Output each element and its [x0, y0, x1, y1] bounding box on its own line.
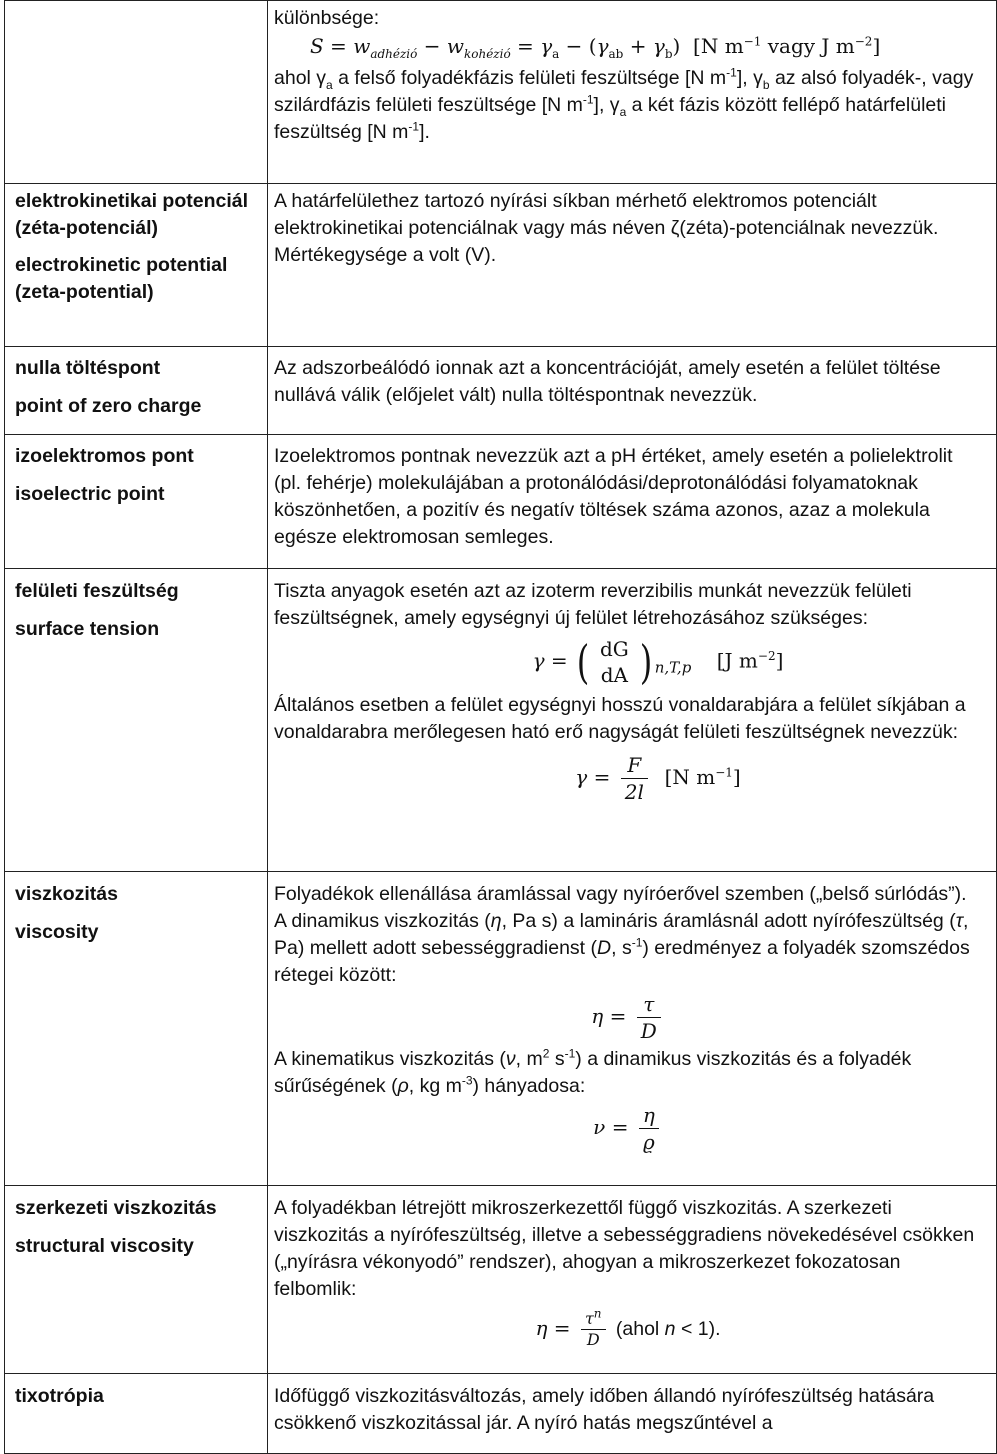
definition-text: Izoelektromos pontnak nevezzük azt a pH értéket, amely esetén a polielektrolit (pl. fehérje) molekulájában a protonálódási/deprotonálódási folyamatoknak köszönhetően, a pozitív és negatív töltések száma azonos, azaz a molekula egésze elektromosan semleges. [274, 445, 953, 548]
term-english: viscosity [15, 921, 99, 943]
term-english: isoelectric point [15, 483, 165, 505]
definition-text: Tiszta anyagok esetén azt az izoterm reverzibilis munkát nevezzük felületi feszültségnek, amely egységnyi új felület létrehozásához szükséges: [274, 580, 912, 629]
term-hungarian: nulla töltéspont [15, 357, 161, 379]
definition-text: Folyadékok ellenállása áramlással vagy nyíróerővel szemben („belső súrlódás”). A dinamikus viszkozitás (η, Pa s) a lamináris áramlásnál adott nyírófeszültség (τ, Pa) mellett adott sebességgradienst (D, $s^{-1}$) eredményez a folyadék szomszédos rétegei között: [274, 883, 970, 986]
structural-viscosity-formula: η = $\frac{\tau^n}{D}$ (ahol n < 1). [535, 1306, 721, 1349]
dynamic-viscosity-formula: η = $\frac{\tau}{D}$ [274, 991, 982, 1044]
term-english: structural viscosity [15, 1235, 194, 1257]
term-english: point of zero charge [15, 395, 202, 417]
table-row [5, 872, 997, 1186]
definition-cell [268, 1186, 997, 1374]
term-cell [5, 347, 268, 435]
definition-text: A határfelülethez tartozó nyírási síkban mérhető elektromos potenciált elektrokinetikai potenciálnak vagy más néven ζ(zéta)-potenciálnak nevezzük. Mértékegysége a volt (V). [274, 190, 939, 266]
spreading-coefficient-formula: $S = w_{adhézió} - w_{kohézió} = \gamma_a - (\gamma_{ab} + \gamma_b)$ [N $m^{-1}$ vagy J $m^{-2}$] [310, 34, 881, 61]
term-hungarian: viszkozitás [15, 883, 118, 905]
surface-tension-formula-1: γ = ( dG dA ) $_{n,T,p}$ [J $m^{-2}$] [532, 635, 784, 689]
term-cell [5, 1186, 268, 1374]
table-row [5, 184, 997, 347]
glossary-page [4, 0, 975, 1440]
term-cell [5, 872, 268, 1186]
definition-cell [268, 347, 997, 435]
table-row [5, 569, 997, 872]
definition-cell [268, 872, 997, 1186]
term-cell [5, 569, 268, 872]
definition-cell [268, 1374, 997, 1454]
term-hungarian: elektrokinetikai potenciál (zéta-potenciál) [15, 190, 249, 239]
kinematic-viscosity-formula: ν = $\frac{\eta}{ϱ}$ [274, 1102, 982, 1155]
definition-cell [268, 184, 997, 347]
table-row [5, 1374, 997, 1454]
definition-text: Az adszorbeálódó ionnak azt a koncentrációját, amely esetén a felület töltése nullává válik (előjelet vált) nulla töltéspontnak nevezzük. [274, 357, 941, 406]
intro-text: különbsége: [274, 7, 380, 29]
term-cell [5, 435, 268, 569]
definition-cell [268, 569, 997, 872]
definition-text: Időfüggő viszkozitásváltozás, amely időben állandó nyírófeszültség hatására csökkenő viszkozitással jár. A nyíró hatás megszűntével a [274, 1385, 935, 1434]
symbol-explanation: ahol $\gamma_a$ a felső folyadékfázis felületi feszültsége [N $m^{-1}$], $\gamma_b$ az alsó folyadék-, vagy szilárdfázis felületi feszültsége [N $m^{-1}$], $\gamma_a$ a két fázis között fellépő határfelületi feszültség [N $m^{-1}$]. [274, 65, 974, 143]
definition-text: A folyadékban létrejött mikroszerkezettől függő viszkozitás. A szerkezeti viszkozitás a nyírófeszültség, illetve a sebességgradiens növekedésével csökken („nyírásra vékonyodó” rendszer), ahogyan a mikroszerkezet fokozatosan felbomlik: [274, 1197, 975, 1300]
term-cell [5, 1374, 268, 1454]
table-row [5, 1186, 997, 1374]
term-cell [5, 1, 268, 184]
term-english: surface tension [15, 618, 160, 640]
term-hungarian: izoelektromos pont [15, 445, 194, 467]
table-row [5, 435, 997, 569]
definition-text: Általános esetben a felület egységnyi hosszú vonaldarabjára a felület síkjában a vonaldarabra merőlegesen ható erő nagyságát felületi feszültségnek nevezzük: [274, 694, 966, 743]
definition-cell [268, 435, 997, 569]
term-hungarian: szerkezeti viszkozitás [15, 1197, 217, 1219]
term-english: electrokinetic potential (zeta-potential) [15, 254, 228, 303]
definition-text: A kinematikus viszkozitás (ν, $m^2$ $s^{-1}$) a dinamikus viszkozitás és a folyadék sűrűségének (ρ, kg $m^{-3}$) hányadosa: [274, 1046, 912, 1097]
term-hungarian: felületi feszültség [15, 580, 179, 602]
term-cell [5, 184, 268, 347]
definition-cell [268, 1, 997, 184]
glossary-table [4, 0, 997, 1454]
table-row [5, 1, 997, 184]
term-hungarian: tixotrópia [15, 1385, 104, 1407]
table-row [5, 347, 997, 435]
surface-tension-formula-2: γ = $\frac{F}{2l}$ [N $m^{-1}$] [575, 753, 741, 804]
